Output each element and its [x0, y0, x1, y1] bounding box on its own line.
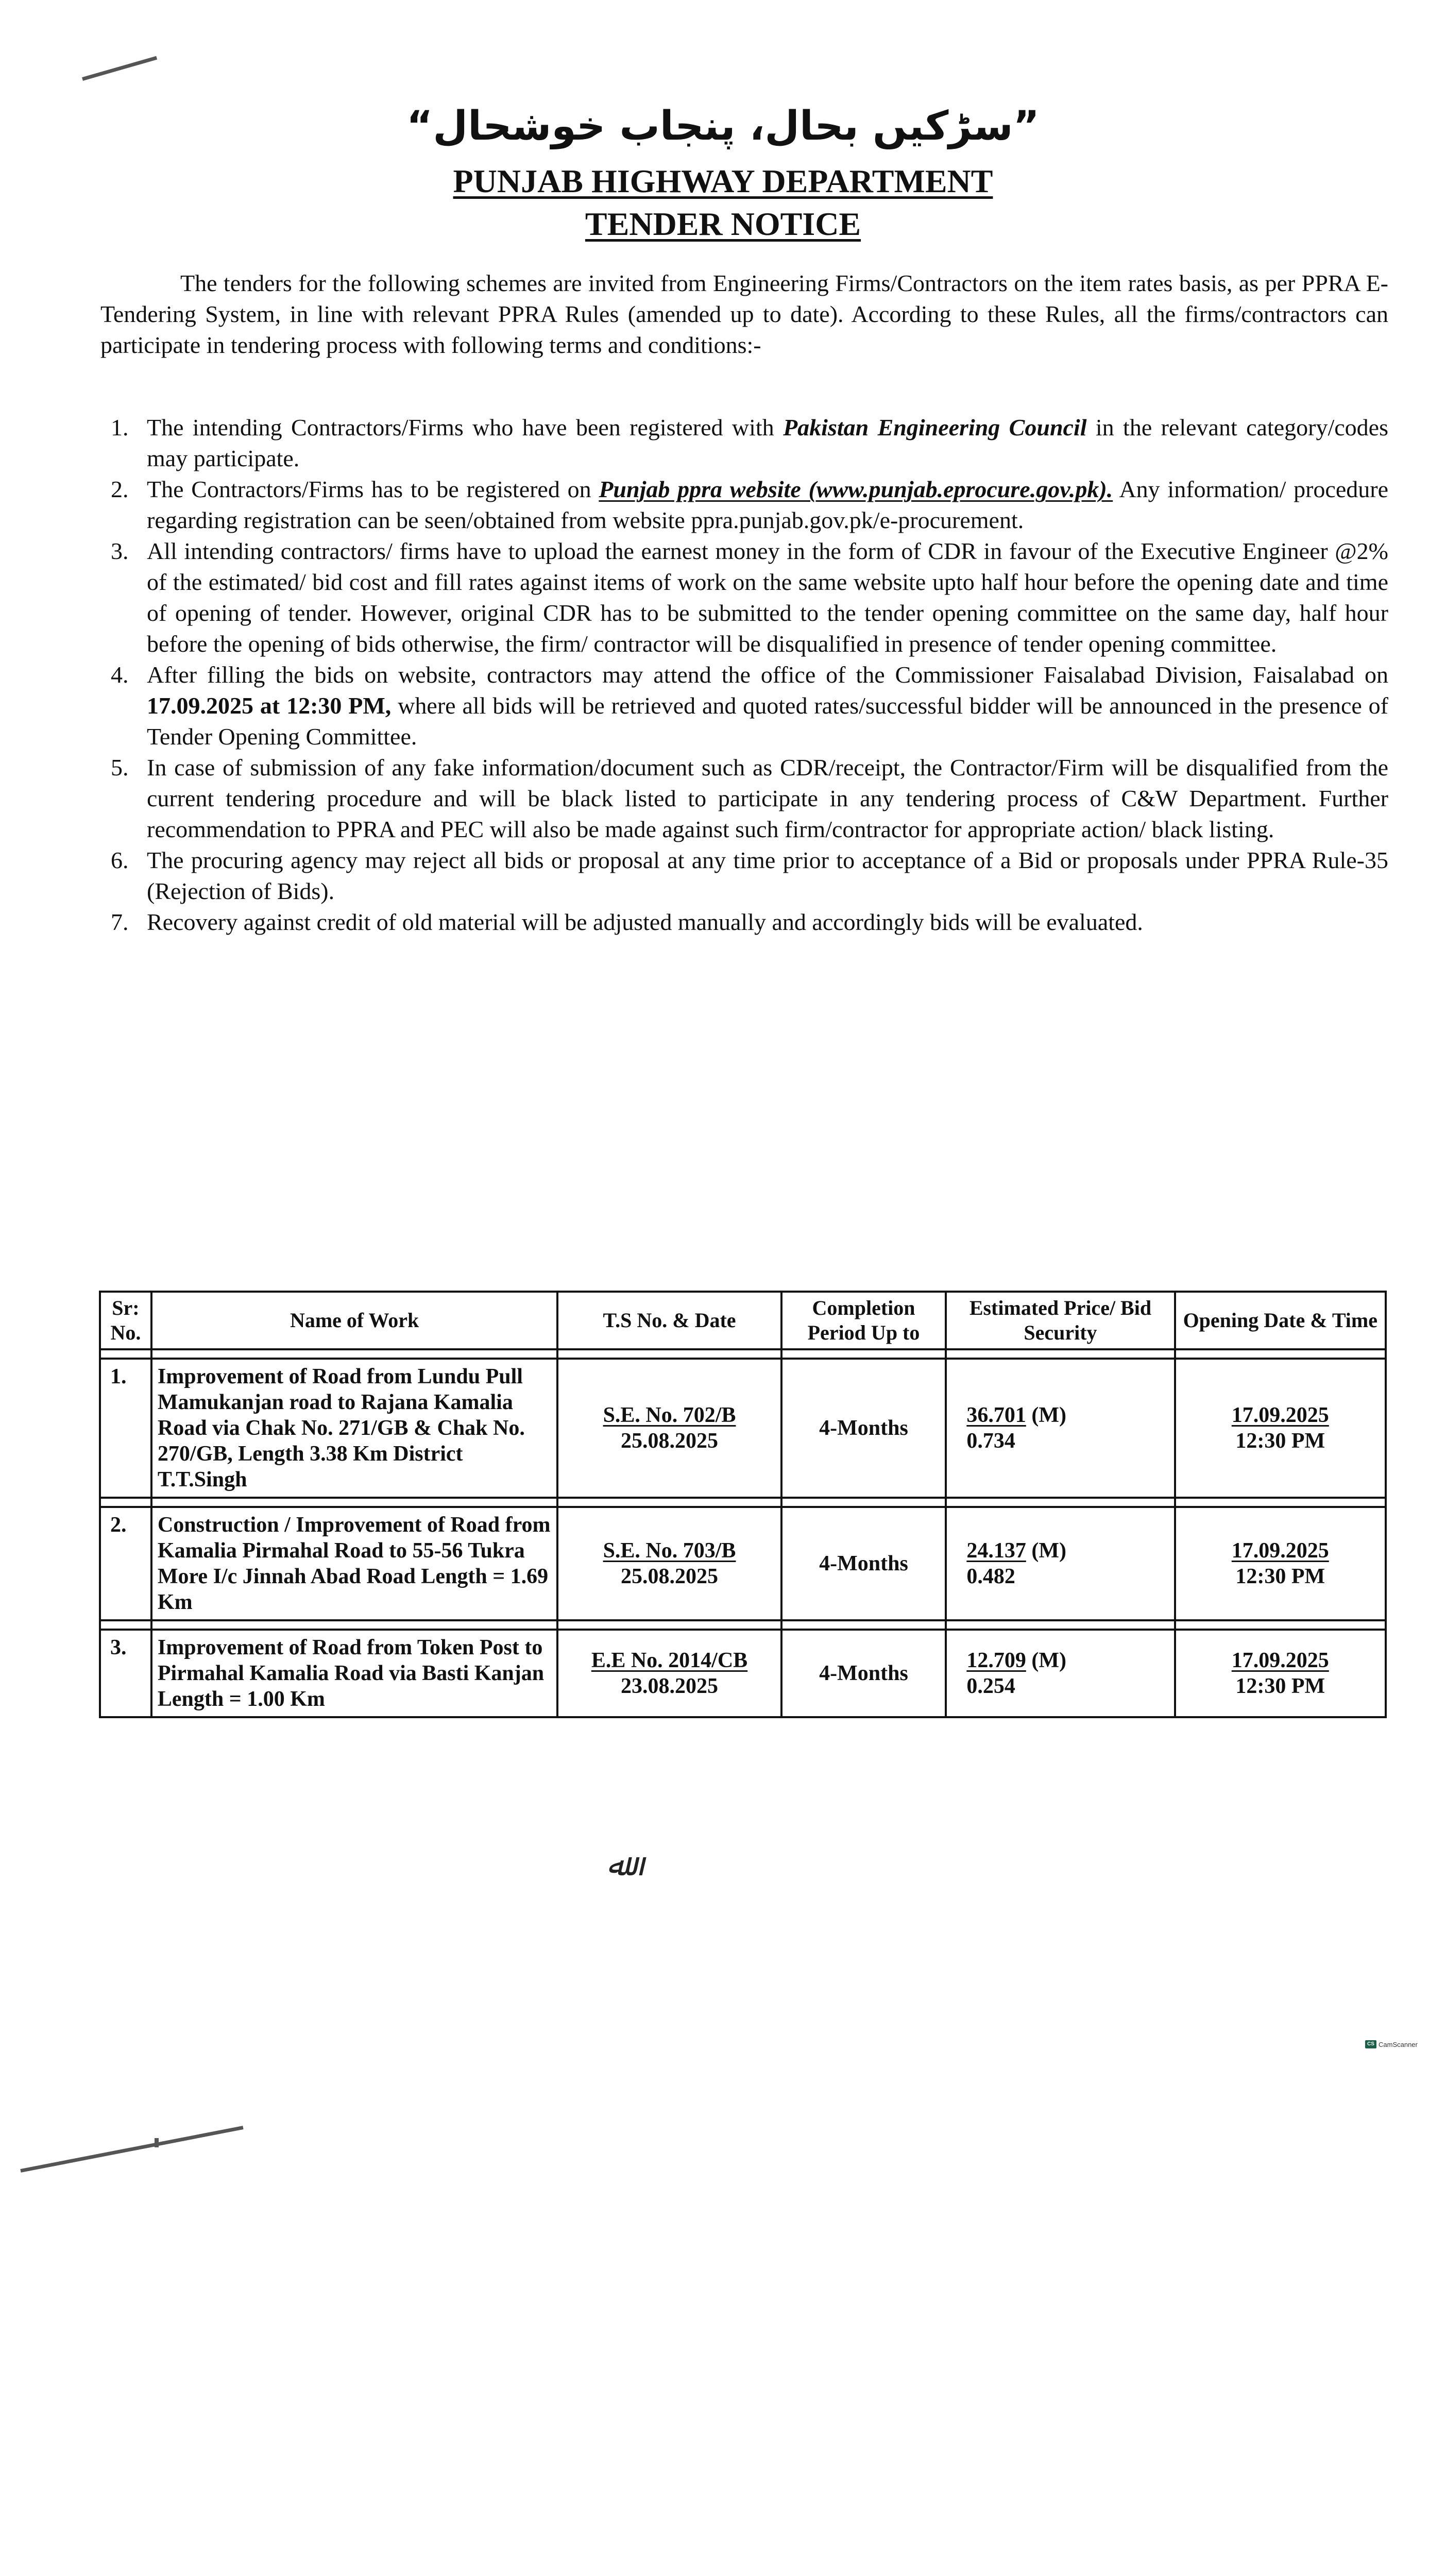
condition-item: 2. The Contractors/Firms has to be registered on Punjab ppra website (www.punjab.eprocure.gov.pk). Any information/ procedure regarding registration can be seen/obtained from website ppra.punjab.gov.pk/e-procurement. [111, 476, 1388, 533]
scan-mark [155, 2138, 159, 2147]
row-sr: 2. [100, 1507, 151, 1620]
conditions-list [100, 412, 1388, 938]
row-work: Construction / Improvement of Road from Kamalia Pirmahal Road to 55-56 Tukra More I/c Jinnah Abad Road Length = 1.69 Km [151, 1507, 557, 1620]
header-ts-no: T.S No. & Date [557, 1292, 781, 1349]
table-row [100, 1359, 1386, 1498]
header-opening-date: Opening Date & Time [1175, 1292, 1386, 1349]
condition-item: 7. Recovery against credit of old material will be adjusted manually and accordingly bids will be evaluated. [111, 909, 1143, 935]
scan-mark [82, 56, 157, 81]
row-price: 36.701 (M) 0.734 [946, 1359, 1175, 1498]
initials-mark: ﷲ [607, 1847, 625, 1883]
row-period: 4-Months [781, 1630, 946, 1717]
row-sr: 1. [100, 1359, 151, 1498]
row-work: Improvement of Road from Token Post to Pirmahal Kamalia Road via Basti Kanjan Length = 1.00 Km [151, 1630, 557, 1717]
condition-item: 4. After filling the bids on website, contractors may attend the office of the Commissioner Faisalabad Division, Faisalabad on 17.09.2025 at 12:30 PM, where all bids will be retrieved and quoted rates/successful bidder will be announced in the presence of Tender Opening Committee. [111, 662, 1389, 750]
table-row [100, 1507, 1386, 1620]
notice-title: TENDER NOTICE [585, 206, 861, 242]
intro-paragraph: The tenders for the following schemes are invited from Engineering Firms/Contractors on the item rates basis, as per PPRA E-Tendering System, in line with relevant PPRA Rules (amended up to date). According to these Rules, all the firms/contractors can participate in tendering process with following terms and conditions:- [100, 270, 1388, 358]
table-row [100, 1630, 1386, 1717]
row-work: Improvement of Road from Lundu Pull Mamukanjan road to Rajana Kamalia Road via Chak No. 271/GB & Chak No. 270/GB, Length 3.38 Km District T.T.Singh [151, 1359, 557, 1498]
row-opening: 17.09.2025 12:30 PM [1175, 1507, 1386, 1620]
table-spacer [100, 1498, 1386, 1507]
header-sr: Sr: No. [100, 1292, 151, 1349]
condition-item: 6. The procuring agency may reject all bids or proposal at any time prior to acceptance of a Bid or proposals under PPRA Rule-35 (Rejection of Bids). [111, 847, 1388, 904]
table-spacer [100, 1620, 1386, 1630]
tender-table-1 [99, 1291, 1387, 1718]
condition-item: 3. All intending contractors/ firms have to upload the earnest money in the form of CDR in favour of the Executive Engineer @2% of the estimated/ bid cost and fill rates against items of work on the same website upto half hour before the opening date and time of opening of tender. However, original CDR has to be submitted to the tender opening committee on the same day, half hour before the opening of bids otherwise, the firm/ contractor will be disqualified in presence of tender opening committee. [111, 538, 1388, 657]
department-title: PUNJAB HIGHWAY DEPARTMENT [453, 163, 993, 199]
row-ts: S.E. No. 702/B 25.08.2025 [557, 1359, 781, 1498]
condition-item: 1. The intending Contractors/Firms who have been registered with Pakistan Engineering Council in the relevant category/codes may participate. [111, 414, 1388, 471]
row-sr: 3. [100, 1630, 151, 1717]
row-price: 24.137 (M) 0.482 [946, 1507, 1175, 1620]
row-opening: 17.09.2025 12:30 PM [1175, 1359, 1386, 1498]
row-opening: 17.09.2025 12:30 PM [1175, 1630, 1386, 1717]
header-name-of-work: Name of Work [151, 1292, 557, 1349]
header-estimated-price: Estimated Price/ Bid Security [946, 1292, 1175, 1349]
scan-mark [20, 2126, 243, 2173]
table-header-row [100, 1292, 1386, 1349]
camscanner-icon: CS [1365, 2040, 1376, 2048]
urdu-slogan: ”سڑکیں بحال، پنجاب خوشحال“ [406, 103, 1040, 149]
header-completion-period: Completion Period Up to [781, 1292, 946, 1349]
row-ts: E.E No. 2014/CB 23.08.2025 [557, 1630, 781, 1717]
page-2 [0, 2061, 1446, 2576]
scanner-badge: CS CamScanner [1365, 2040, 1418, 2048]
row-price: 12.709 (M) 0.254 [946, 1630, 1175, 1717]
row-period: 4-Months [781, 1359, 946, 1498]
row-period: 4-Months [781, 1507, 946, 1620]
condition-item: 5. In case of submission of any fake information/document such as CDR/receipt, the Contractor/Firm will be disqualified from the current tendering procedure and will be black listed to participate in any tendering process of C&W Department. Further recommendation to PPRA and PEC will also be made against such firm/contractor for appropriate action/ black listing. [111, 754, 1388, 842]
row-ts: S.E. No. 703/B 25.08.2025 [557, 1507, 781, 1620]
table-spacer [100, 1349, 1386, 1359]
